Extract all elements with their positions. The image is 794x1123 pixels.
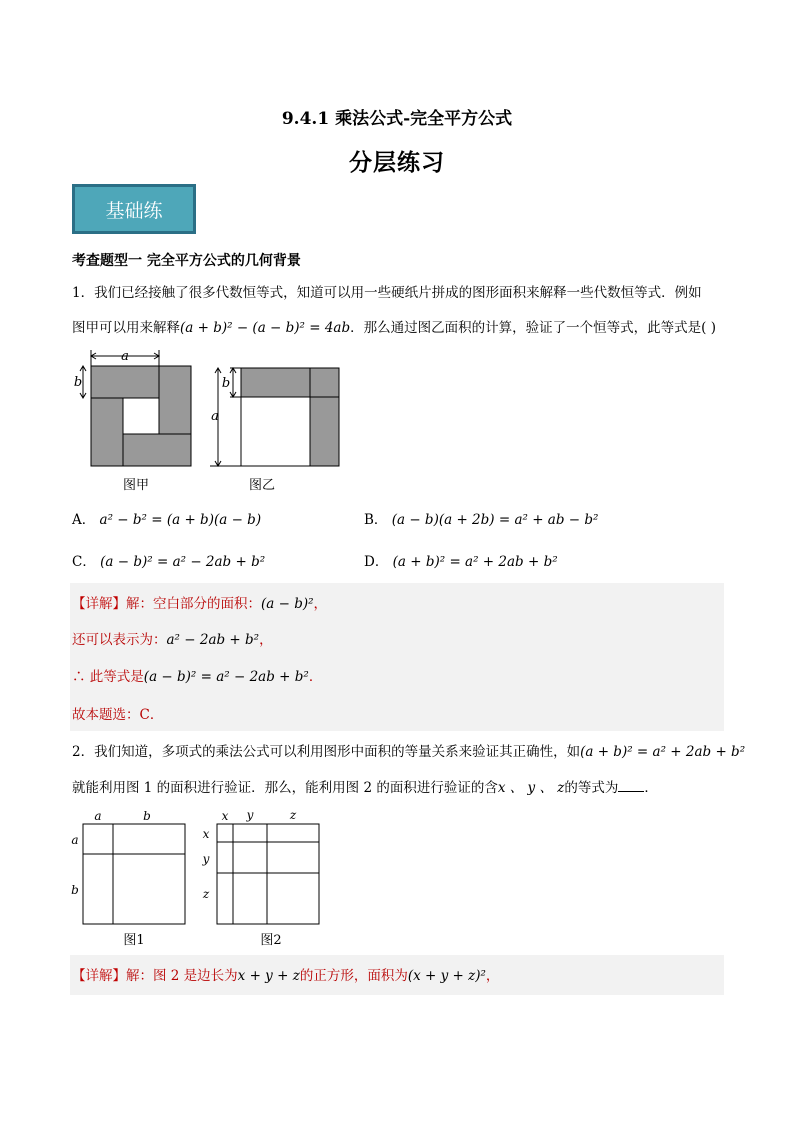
q2-answer-blank	[618, 779, 644, 792]
q1-answer-line3	[72, 667, 322, 687]
q2-line2	[72, 778, 658, 798]
fig-yi-a-label: a	[211, 409, 219, 424]
figure-2	[202, 808, 319, 948]
q2-line1-formula: (a + b)² = a² + 2ab + b²	[580, 744, 746, 760]
doc-subtitle: 分层练习	[349, 149, 445, 176]
q1-line1: 1．我们已经接触了很多代数恒等式，知道可以用一些硬纸片拼成的图形面积来解释一些代数恒等式．例如	[72, 285, 702, 301]
q1-option-b	[364, 510, 598, 530]
q1-line2-suffix: ．那么通过图乙面积的计算，验证了一个恒等式，此等式是( )	[350, 320, 716, 336]
q1-answer-line1-text: 解：空白部分的面积：	[126, 596, 261, 612]
q2-line2-vars: x 、 y 、 z	[497, 780, 565, 796]
q1-answer-line3-text: ∴ 此等式是	[72, 669, 144, 685]
q2-answer-formula1: x + y + z	[237, 968, 300, 984]
q1-option-c	[72, 552, 265, 572]
fig-jia-caption: 图甲	[122, 478, 150, 493]
figure-jia	[74, 349, 191, 493]
q2-line2-prefix: 就能利用图 1 的面积进行验证．那么，能利用图 2 的面积进行验证的含	[72, 780, 498, 796]
option-d-label: D．	[364, 554, 389, 570]
section-heading: 考查题型一 完全平方公式的几何背景	[72, 253, 301, 269]
q1-line2-formula: (a + b)² − (a − b)² = 4ab	[180, 320, 351, 336]
q1-answer-line1	[72, 594, 327, 614]
fig-jia-a-label: a	[121, 349, 129, 364]
q1-answer-line4: 故本题选：C．	[72, 707, 164, 723]
q2-figures	[64, 806, 364, 952]
option-c-label: C．	[72, 554, 96, 570]
fig-yi-caption: 图乙	[248, 478, 276, 493]
q1-answer-line2-end: ，	[259, 632, 273, 648]
fig2-top-z: z	[289, 808, 297, 822]
fig2-left-z: z	[202, 887, 210, 901]
q2-answer-bracket: 【详解】	[72, 968, 126, 984]
q2-answer-line1	[72, 966, 499, 986]
option-b-label: B．	[364, 512, 388, 528]
q2-answer-end: ，	[485, 968, 500, 984]
fig-yi-top	[241, 368, 310, 397]
q1-option-a	[72, 510, 261, 530]
fig1-top-a: a	[94, 809, 102, 823]
q1-figures	[70, 346, 360, 496]
fig-jia-right	[159, 366, 191, 434]
fig2-outer	[217, 824, 319, 924]
fig1-top-b: b	[143, 809, 151, 823]
q1-line2	[72, 318, 716, 338]
q2-answer-text1: 解：图 2 是边长为	[126, 968, 238, 984]
option-d-formula: (a + b)² = a² + 2ab + b²	[392, 554, 558, 570]
level-badge-label: 基础练	[105, 199, 163, 222]
doc-title: 9.4.1 乘法公式-完全平方公式	[281, 109, 513, 129]
answer-bracket: 【详解】	[72, 596, 126, 612]
option-a-formula: a² − b² = (a + b)(a − b)	[99, 512, 262, 528]
fig-jia-left	[91, 398, 123, 466]
fig-yi-corner	[310, 368, 339, 397]
q2-line2-end: ．	[644, 780, 658, 796]
fig-jia-bottom	[123, 434, 191, 466]
fig1-outer	[83, 824, 185, 924]
q1-answer-line1-end: ，	[313, 596, 328, 612]
figure-yi	[210, 368, 339, 493]
fig2-left-x: x	[202, 827, 210, 841]
q1-answer-line3-formula: (a − b)² = a² − 2ab + b²	[143, 669, 309, 685]
q1-option-d	[364, 552, 558, 572]
q1-answer-line3-end: ．	[308, 669, 323, 685]
q2-line1-text: 2．我们知道，多项式的乘法公式可以利用图形中面积的等量关系来验证其正确性，如	[72, 744, 581, 760]
q1-answer-line1-formula: (a − b)²	[261, 596, 314, 612]
q2-line2-suffix: 的等式为	[564, 780, 619, 796]
level-badge	[72, 184, 196, 234]
fig-jia-b-label: b	[73, 375, 83, 390]
q1-line2-prefix: 图甲可以用来解释	[72, 320, 180, 336]
fig-yi-b-label: b	[221, 376, 231, 391]
fig1-caption: 图1	[123, 933, 145, 948]
fig-yi-right	[310, 397, 339, 466]
q2-line1	[72, 742, 745, 762]
figure-1	[71, 809, 185, 948]
option-c-formula: (a − b)² = a² − 2ab + b²	[100, 554, 266, 570]
q2-answer-formula2: (x + y + z)²	[407, 968, 486, 984]
fig2-caption: 图2	[260, 933, 282, 948]
option-b-formula: (a − b)(a + 2b) = a² + ab − b²	[391, 512, 599, 528]
q1-answer-line2-formula: a² − 2ab + b²	[166, 632, 260, 648]
q1-answer-line2	[72, 630, 273, 650]
q2-answer-text2: 的正方形，面积为	[299, 968, 408, 984]
fig2-top-x: x	[221, 809, 229, 823]
option-a-label: A．	[72, 512, 96, 528]
fig1-left-b: b	[71, 883, 79, 897]
fig-jia-top	[91, 366, 159, 398]
fig2-top-y: y	[246, 808, 254, 822]
fig2-left-y: y	[202, 852, 210, 866]
fig1-left-a: a	[71, 833, 79, 847]
q1-answer-line2-text: 还可以表示为：	[72, 632, 167, 648]
